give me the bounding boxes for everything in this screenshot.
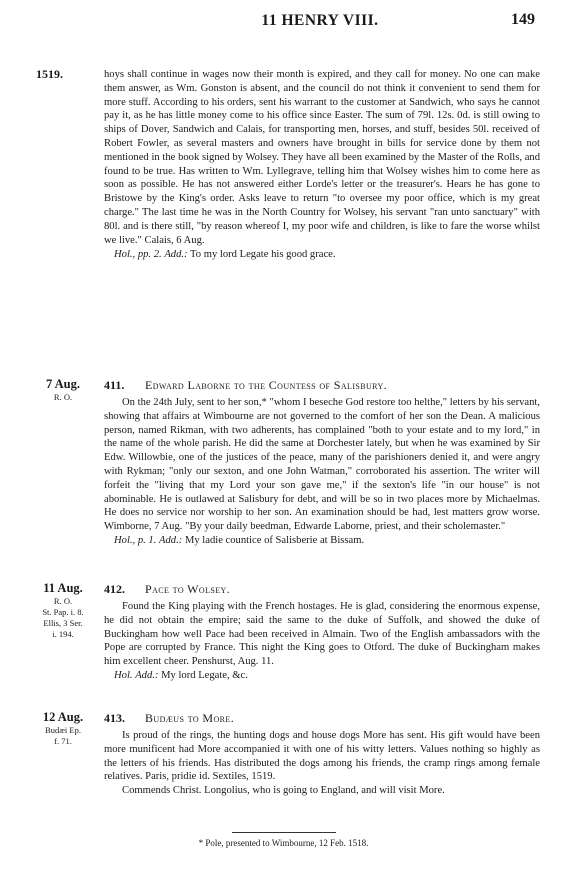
continuation-text: hoys shall continue in wages now their month is expired, and they call for money. No one can make them answer, as Wm. Gonston is absent, and the council do not think it convenient to send them for more stuff. According to his orders, sent his warrant to the customer at Sandwich, who says he cannot pay it, as he has little money come to his office since Easter. The sum of 79l. 12s. 0d. is still owing to ships of Dover, Sandwich and Calais, for transporting men, horses, and stuff, besides 50l. received of Robert Fowler, as several masters and owners have brought in bills for service done by them not mentioned in the book signed by Wolsey. They have all been examined by the Master of the Rolls, and found to be true. Has written to Wm. Lyllegrave, telling him that Wolsey wishes him to come here as soon as possible. He has not answered either Lorde's letter or the treasurer's. Hears he has gone to Bristowe by the King's order. Asks leave to return "to oversee my poor office, which is my great charge." The last time he was in the North Country for Wolsey, his servant "ran unto sanctuary" with 80l. and is there still, "by reason whereof I, my poor wife and children, is like to fare the worse whilst we live." Calais, 6 Aug. [104,69,540,246]
entry-413-body [104,729,540,798]
entry-title: Budæus to More. [145,711,235,725]
entry-text: Found the King playing with the French hostages. He is glad, considering the enormous expense, he did not obtain the empire; said the same to the duke of Suffolk, and showed the duke of Buckingham how well Pace had been received in Almain. Two of the English ambassadors with the Pope are corrupted by France. This night the King goes to Otford. The duke of Buckingham makes him excellent cheer. Penshurst, Aug. 11. [104,601,540,668]
entry-text: On the 24th July, sent to her son,* "whom I beseche God restore too helthe," letters by his servant, showing that affairs at Wimbourne are not governed to the comfort of her son the Dean. A malicious person, named Rikman, with two adherents, has complained "both to your estate and to my lord," in the name of the whole parish. He did the same at Dorchester lately, but when he was examined by Sir Edw. Willowbie, one of the justices of the peace, many of the parishioners denied it, and were angry with Rykman; "only our sexton, and one John Watman," corroborated his assertion. The writer will forfeit the "living that my Lord your son gave me," if the sexton's life "in our house" is not abominable. He is outlawed at Salisbury for debt, and will be so in two places more by Michaelmas. He does no service nor worship to her son. An examination should be had, lest matters grow worse. Wimborne, 7 Aug. "By your daily beedman, Edwarde Laborne, priest, and their scholemaster." [104,397,540,533]
continuation-meta [104,248,540,262]
entry-number: 412. [104,582,125,596]
entry-411-margin [30,377,96,403]
add-label: Add.: [164,249,188,261]
page-number: 149 [511,11,535,28]
entry-title: Edward Laborne to the Countess of Salisbury. [145,378,388,392]
meta-label: Hol., p. 1. [114,534,157,546]
meta-label: Hol. [114,669,133,681]
entry-ref: R. O. [53,596,73,606]
entry-413-margin [30,710,96,747]
footnote: * Pole, presented to Wimbourne, 12 Feb. 1518. [198,838,369,848]
entry-411-heading [104,378,540,393]
entry-title: Pace to Wolsey. [145,582,231,596]
entry-412-heading [104,582,540,597]
entry-ref: f. 71. [54,736,72,746]
entry-meta [104,669,540,683]
continuation-block [104,68,540,262]
margin-year: 1519. [36,67,63,81]
entry-ref: Budæi Ep. [45,725,81,735]
meta-label: Hol., pp. 2. [114,249,162,261]
footnote-rule [232,832,336,833]
entry-411-body [104,396,540,548]
entry-date: 11 Aug. [43,581,83,595]
entry-413-heading [104,711,540,726]
entry-412-margin [30,581,96,640]
add-text: To my lord Legate his good grace. [190,249,336,261]
entry-ref: R. O. [53,392,73,402]
add-label: Add.: [135,669,159,681]
entry-412-body [104,600,540,683]
add-label: Add.: [159,534,183,546]
entry-text-continued: Commends Christ. Longolius, who is going to England, and will visit More. [122,785,445,797]
entry-number: 413. [104,711,125,725]
entry-number: 411. [104,378,125,392]
entry-ref: Ellis, 3 Ser. [43,618,83,628]
entry-ref: i. 194. [52,629,74,639]
entry-date: 12 Aug. [42,710,84,724]
entry-ref: St. Pap. i. 8. [42,607,84,617]
add-text: My ladie countice of Salisberie at Bissam. [184,534,365,546]
running-header-title: 11 HENRY VIII. [261,12,379,29]
entry-date: 7 Aug. [45,377,81,391]
entry-meta [104,534,540,548]
add-text: My lord Legate, &c. [161,669,248,681]
entry-text: Is proud of the rings, the hunting dogs and house dogs More has sent. His gift would have been more munificent had More accompanied it with one of his witty letters. Values nothing so highly as the letters of his friends. Has distributed the dogs among his friends, the cramp rings among female relatives. Paris, pridie id. Sextiles, 1519. [104,730,540,783]
